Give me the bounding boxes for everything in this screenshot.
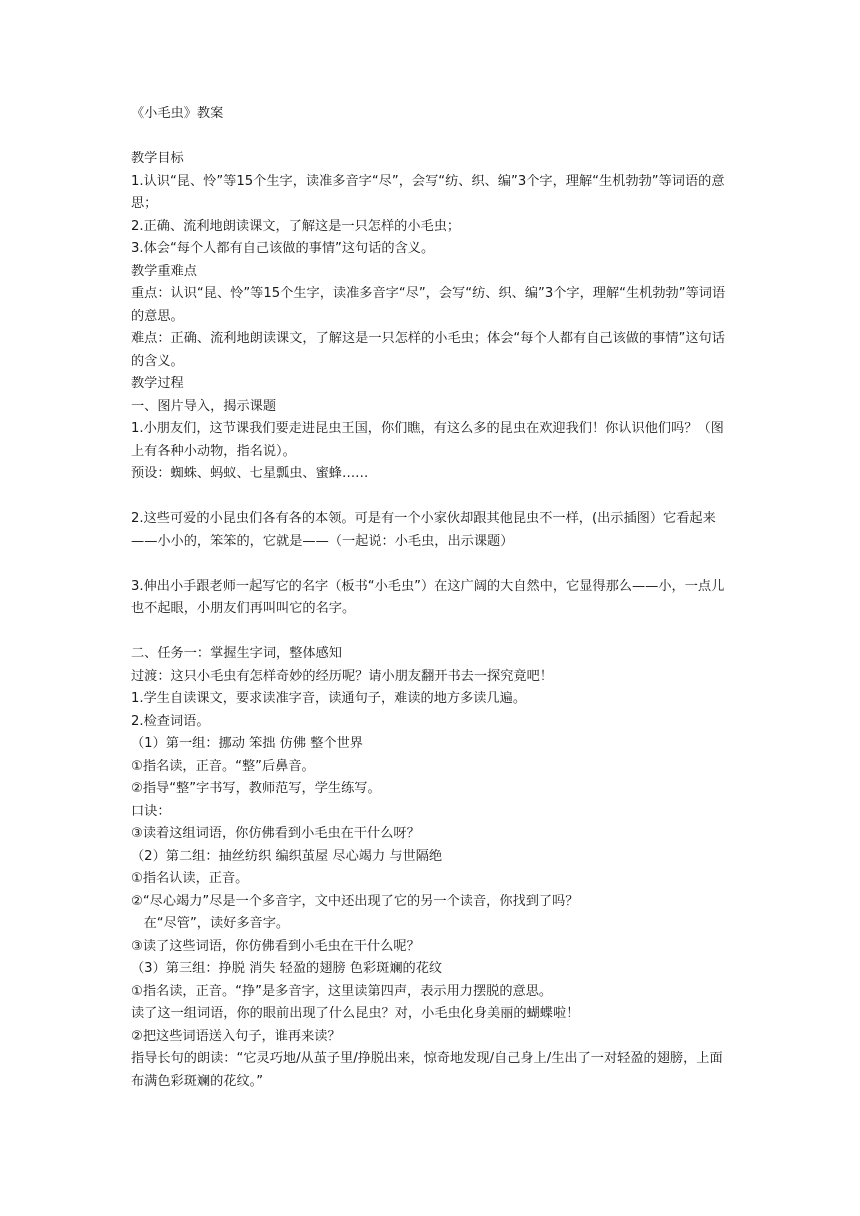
text-line: ②指导“整”字书写，教师范写，学生练写。 [131,781,381,796]
blank-line [131,486,733,509]
text-line: 1.小朋友们，这节课我们要走进昆虫王国，你们瞧，有这么多的昆虫在欢迎我们！你认识他们吗？（图上有各种小动物，指名说）。 [131,421,724,459]
text-line: ①指名读，正音。“挣”是多音字，这里读第四声，表示用力摆脱的意思。 [131,983,553,999]
text-line: 2.正确、流利地朗读课文，了解这是一只怎样的小毛虫； [131,218,461,234]
text-line: 3.体会“每个人都有自己该做的事情”这句话的含义。 [131,241,435,256]
text-line: （1）第一组：挪动 笨拙 仿佛 整个世界 [131,736,363,751]
text-line: ②把这些词语送入句子，谁再来读？ [131,1028,341,1044]
text-line: 读了这一组词语，你的眼前出现了什么昆虫？对，小毛虫化身美丽的蝴蝶啦！ [131,1006,580,1021]
text-line: 在“尽管”，读好多音字。 [131,916,290,931]
text-line: 教学重难点 [131,263,197,279]
text-line: 一、图片导入，揭示课题 [131,398,277,414]
blank-line [131,553,733,576]
text-line: ③读了这些词语，你仿佛看到小毛虫在干什么呢？ [131,938,420,954]
document-title: 《小毛虫》教案 [131,106,224,121]
text-line: 难点：正确、流利地朗读课文，了解这是一只怎样的小毛虫；体会“每个人都有自己该做的事情”这句话的含义。 [131,331,725,369]
text-line: 1.认识“昆、怜”等15个生字，读准多音字“尽”，会写“纺、织、编”3个字，理解“生机勃勃”等词语的意思； [131,173,725,211]
text-line: 口诀： [131,803,171,819]
text-line: ①指名读，正音。“整”后鼻音。 [131,758,315,774]
text-line: 二、任务一：掌握生字词，整体感知 [131,646,342,661]
text-line: ③读着这组词语，你仿佛看到小毛虫在干什么呀？ [131,826,420,841]
text-line: 3.伸出小手跟老师一起写它的名字（板书“小毛虫”）在这广阔的大自然中，它显得那么——小，一点儿也不起眼，小朋友们再叫叫它的名字。 [131,578,725,616]
document-page [131,103,733,1093]
text-line: ①指名认读，正音。 [131,871,249,886]
text-line: （2）第二组：抽丝纺织 编织茧屋 尽心竭力 与世隔绝 [131,848,443,864]
text-line: 教学目标 [131,151,184,166]
text-line: 教学过程 [131,376,184,391]
text-line: 预设：蜘蛛、蚂蚁、七星瓢虫、蜜蜂…… [131,466,369,481]
text-line: 指导长句的朗读：“它灵巧地/从茧子里/挣脱出来，惊奇地发现/自己身上/生出了一对轻盈的翅膀，上面布满色彩斑斓的花纹。” [131,1051,723,1089]
document-body [131,148,733,1093]
text-line: ②“尽心竭力”尽是一个多音字，文中还出现了它的另一个读音，你找到了吗？ [131,893,579,909]
text-line: 过渡：这只小毛虫有怎样奇妙的经历呢？请小朋友翻开书去一探究竟吧！ [131,668,553,684]
text-line: 1.学生自读课文，要求读准字音，读通句子，难读的地方多读几遍。 [131,691,527,706]
text-line: 重点：认识“昆、怜”等15个生字，读准多音字“尽”，会写“纺、织、编”3个字，理解“生机勃勃”等词语的意思。 [131,286,726,324]
text-line: （3）第三组：挣脱 消失 轻盈的翅膀 色彩斑斓的花纹 [131,961,443,976]
text-line: 2.检查词语。 [131,713,210,729]
text-line: 2.这些可爱的小昆虫们各有各的本领。可是有一个小家伙却跟其他昆虫不一样，(出示插图）它看起来——小小的，笨笨的，它就是——（一起说：小毛虫，出示课题） [131,511,716,549]
blank-line [131,621,733,644]
